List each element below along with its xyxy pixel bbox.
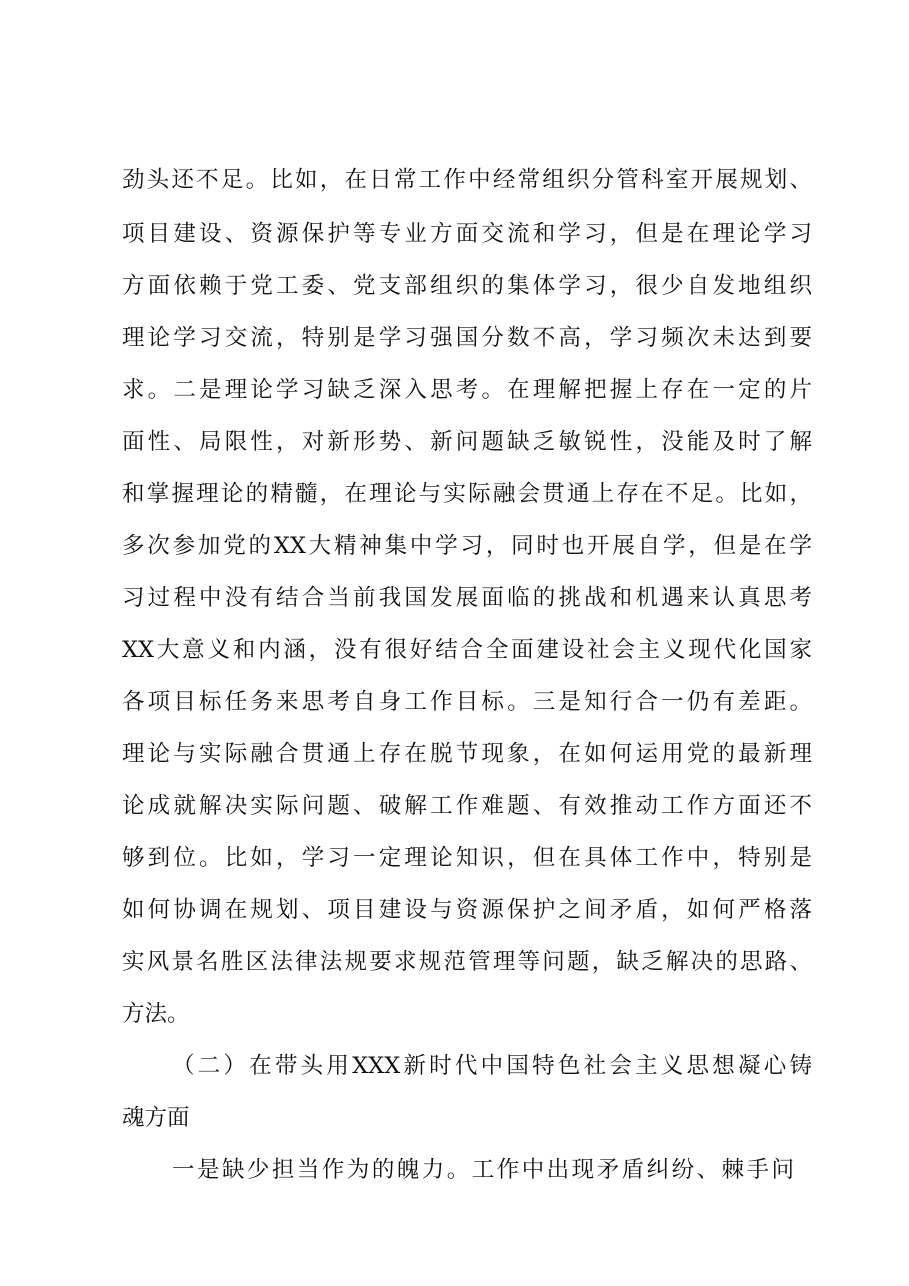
paragraph-first-line: 一是缺少担当作为的魄力。工作中出现矛盾纠纷、棘手问: [172, 1157, 794, 1183]
body-text-line: 实风景名胜区法律法规要求规范管理等问题，缺乏解决的思路、: [122, 949, 812, 975]
body-text-line: 求。二是理论学习缺乏深入思考。在理解把握上存在一定的片: [122, 377, 812, 403]
body-text-line: 方法。: [122, 1001, 190, 1027]
body-text-line: 够到位。比如，学习一定理论知识，但在具体工作中，特别是: [122, 845, 812, 871]
section-heading: （二）在带头用XXX新时代中国特色社会主义思想凝心铸: [172, 1053, 812, 1079]
body-text-line: 和掌握理论的精髓，在理论与实际融会贯通上存在不足。比如，: [122, 481, 812, 507]
body-text-line: 项目建设、资源保护等专业方面交流和学习，但是在理论学习: [122, 221, 812, 247]
body-text-line: 习过程中没有结合当前我国发展面临的挑战和机遇来认真思考: [122, 585, 812, 611]
body-text-line: 各项目标任务来思考自身工作目标。三是知行合一仍有差距。: [122, 689, 812, 715]
body-text-line: 理论与实际融合贯通上存在脱节现象，在如何运用党的最新理: [122, 741, 812, 767]
body-text-line: 多次参加党的XX大精神集中学习，同时也开展自学，但是在学: [122, 533, 812, 559]
body-text-line: 理论学习交流，特别是学习强国分数不高，学习频次未达到要: [122, 325, 812, 351]
body-text-line: XX大意义和内涵，没有很好结合全面建设社会主义现代化国家: [122, 637, 812, 663]
body-text-line: 面性、局限性，对新形势、新问题缺乏敏锐性，没能及时了解: [122, 429, 812, 455]
body-text-line: 方面依赖于党工委、党支部组织的集体学习，很少自发地组织: [122, 273, 812, 299]
section-heading-continuation: 魂方面: [122, 1105, 190, 1131]
body-text-line: 论成就解决实际问题、破解工作难题、有效推动工作方面还不: [122, 793, 812, 819]
body-text-line: 如何协调在规划、项目建设与资源保护之间矛盾，如何严格落: [122, 897, 812, 923]
body-text-line: 劲头还不足。比如，在日常工作中经常组织分管科室开展规划、: [122, 167, 812, 193]
